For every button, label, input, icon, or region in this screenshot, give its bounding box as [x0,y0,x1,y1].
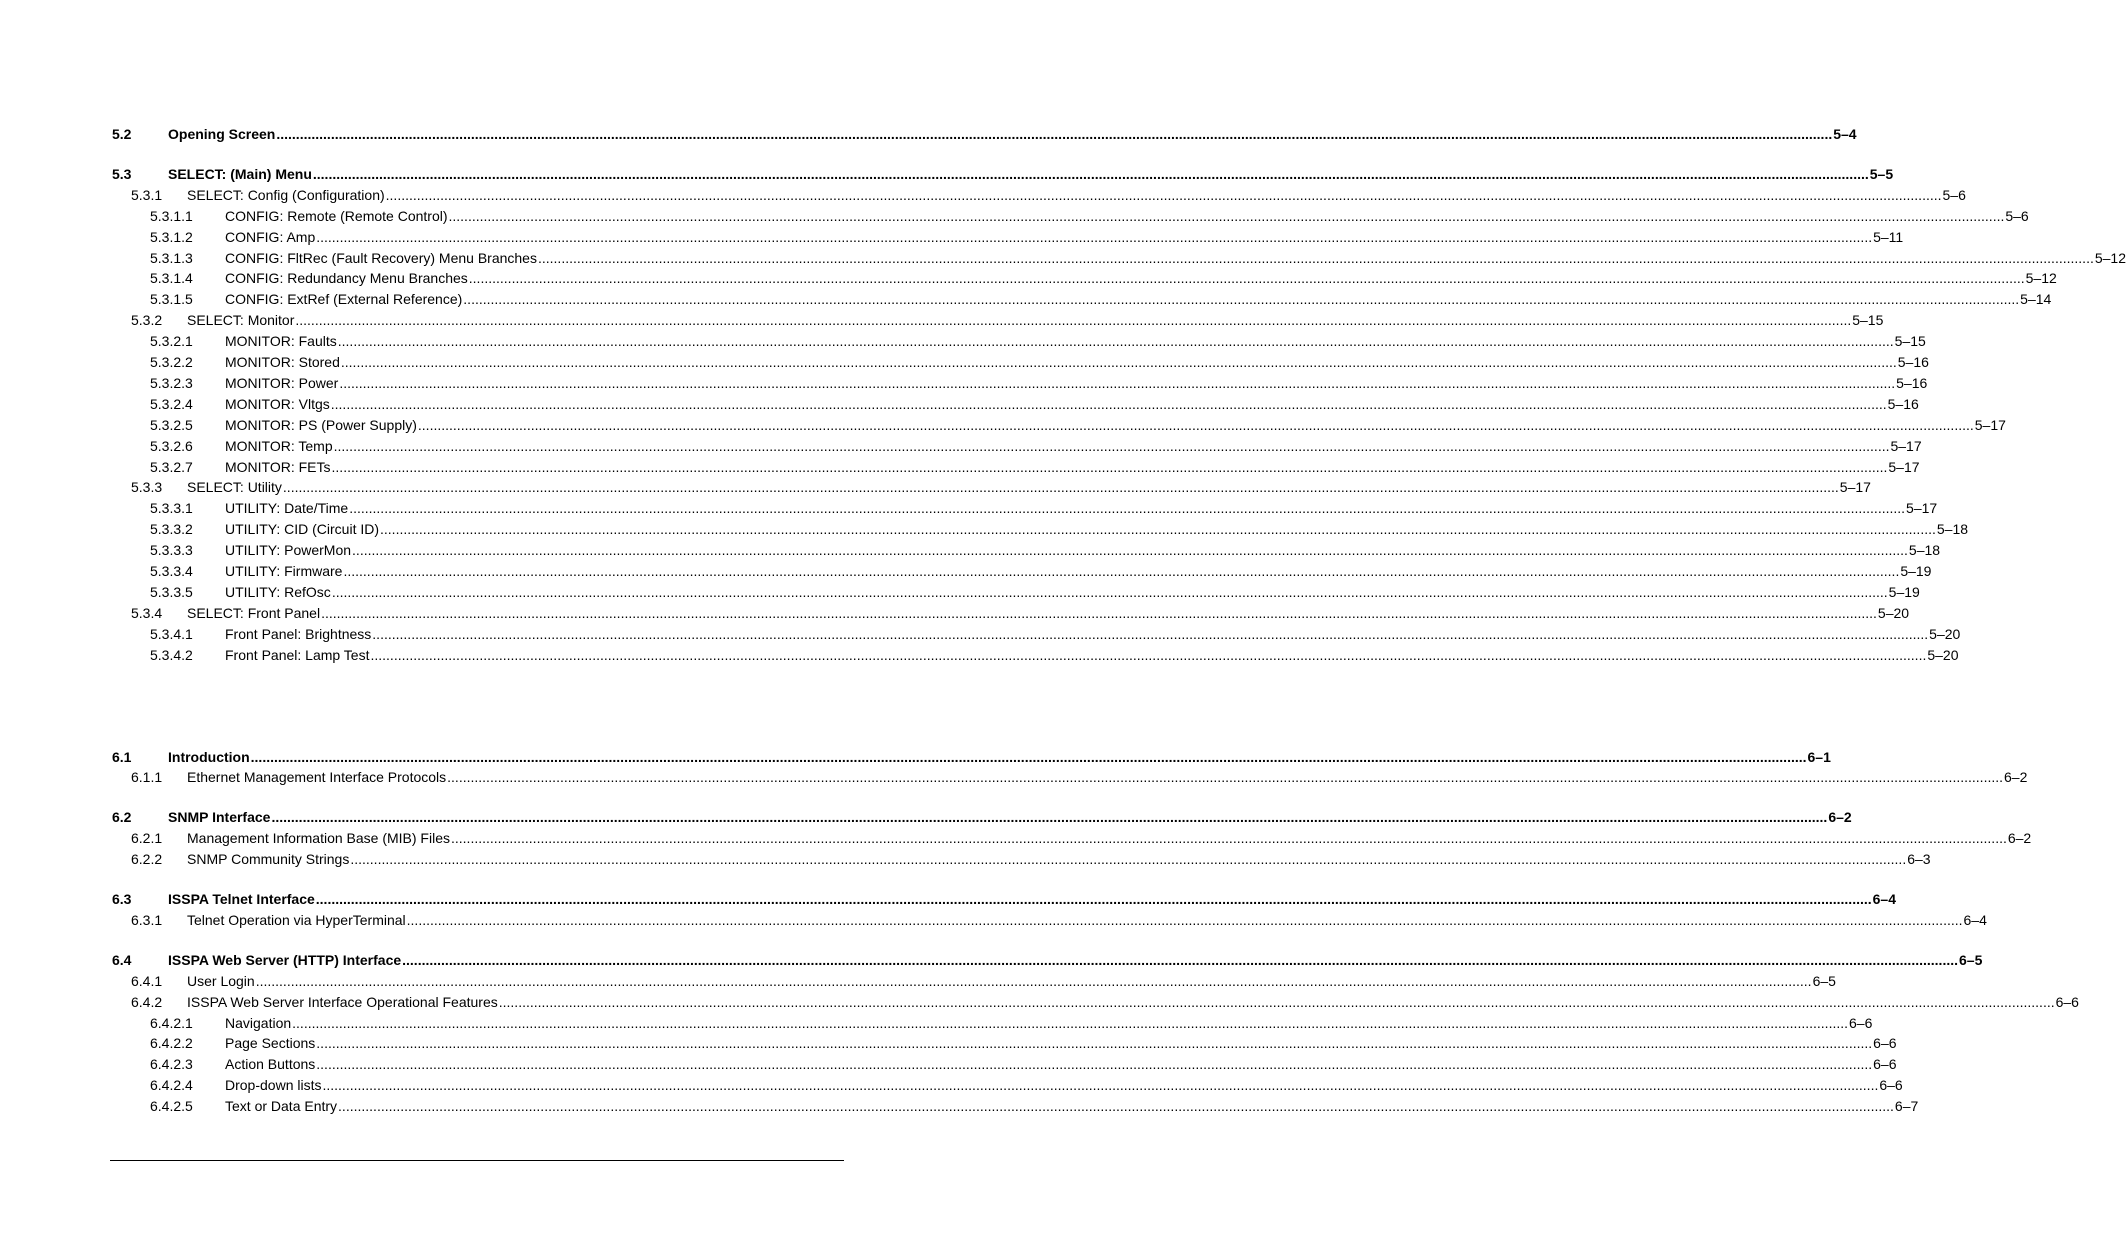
toc-entry-page: 6–6 [1849,1014,1873,1031]
toc-entry-number: 5.3.3.1 [150,500,193,517]
toc-dot-leader: ................................................................................................................................................................................................................................................................................................................................................................................................................ [350,851,1907,868]
toc-dot-leader: ................................................................................................................................................................................................................................................................................................................................................................................................................ [276,126,1833,142]
toc-entry[interactable] [150,415,2006,433]
toc-dot-leader: ................................................................................................................................................................................................................................................................................................................................................................................................................ [468,270,2025,287]
toc-entry-page: 5–17 [1888,458,1920,475]
toc-entry[interactable] [150,561,1932,579]
toc-entry-number: 5.3.1.4 [150,270,193,287]
toc-entry-number: 5.3.2.1 [150,333,193,350]
toc-dot-leader: ................................................................................................................................................................................................................................................................................................................................................................................................................ [312,165,1869,182]
toc-entry-page: 5–6 [2005,207,2029,224]
toc-entry-title: CONFIG: Remote (Remote Control) [225,207,448,224]
toc-entry-number: 5.2 [112,126,132,142]
toc-entry-title: MONITOR: PS (Power Supply) [225,416,417,433]
toc-entry-title: SELECT: Monitor [187,312,295,329]
toc-entry-title: Introduction [168,748,250,765]
toc-entry-page: 5–15 [1894,333,1926,350]
toc-dot-leader: ................................................................................................................................................................................................................................................................................................................................................................................................................ [315,891,1872,907]
toc-dot-leader: ................................................................................................................................................................................................................................................................................................................................................................................................................ [340,354,1897,370]
toc-entry-page: 5–16 [1887,395,1919,412]
toc-entry-title: Front Panel: Brightness [225,625,372,642]
toc-entry-title: UTILITY: CID (Circuit ID) [225,521,380,538]
toc-entry-page: 5–16 [1896,374,1928,391]
toc-entry-number: 6.4.2 [131,993,163,1010]
toc-entry[interactable] [150,373,1928,391]
toc-dot-leader: ................................................................................................................................................................................................................................................................................................................................................................................................................ [463,291,2020,308]
toc-entry-page: 6–5 [1959,951,1983,968]
toc-entry-number: 6.3 [112,891,132,907]
toc-dot-leader: ................................................................................................................................................................................................................................................................................................................................................................................................................ [370,646,1927,663]
toc-entry-title: MONITOR: Power [225,374,339,391]
toc-dot-leader: ................................................................................................................................................................................................................................................................................................................................................................................................................ [339,374,1896,391]
toc-entry-title: MONITOR: Temp [225,437,333,454]
toc-entry-page: 5–17 [1890,437,1922,454]
toc-entry-title: SELECT: Front Panel [187,604,321,621]
toc-entry[interactable] [112,747,1831,765]
toc-dot-leader: ................................................................................................................................................................................................................................................................................................................................................................................................................ [255,972,1812,989]
toc-entry-number: 6.2.1 [131,830,163,847]
toc-dot-leader: ................................................................................................................................................................................................................................................................................................................................................................................................................ [321,604,1877,621]
toc-entry-page: 5–14 [2020,291,2052,308]
toc-entry-page: 5–16 [1897,354,1929,370]
toc-entry-page: 6–6 [1879,1077,1903,1094]
toc-entry-title: MONITOR: Stored [225,354,340,370]
toc-entry-page: 5–20 [1929,625,1961,642]
toc-entry-number: 5.3.1.2 [150,228,193,245]
toc-entry-page: 6–5 [1812,972,1836,989]
toc-entry-number: 6.4.2.3 [150,1056,193,1073]
toc-entry[interactable] [131,910,1987,928]
toc-entry[interactable] [150,331,1926,350]
toc-dot-leader: ................................................................................................................................................................................................................................................................................................................................................................................................................ [498,993,2055,1010]
toc-entry-page: 5–12 [2094,249,2126,266]
toc-dot-leader: ................................................................................................................................................................................................................................................................................................................................................................................................................ [447,769,2004,786]
toc-entry-number: 5.3.2.7 [150,458,193,475]
toc-dot-leader: ................................................................................................................................................................................................................................................................................................................................................................................................................ [380,521,1936,538]
toc-entry-number: 5.3.1.1 [150,207,193,224]
toc-entry-page: 6–2 [2004,769,2028,786]
toc-entry[interactable] [150,624,1961,642]
toc-dot-leader: ................................................................................................................................................................................................................................................................................................................................................................................................................ [250,748,1807,765]
toc-entry-title: Management Information Base (MIB) Files [187,830,450,847]
toc-entry-page: 5–17 [1906,500,1938,517]
toc-entry-title: CONFIG: ExtRef (External Reference) [225,291,463,308]
toc-entry[interactable] [112,950,1983,968]
toc-entry-page: 6–4 [1872,891,1896,907]
toc-dot-leader: ................................................................................................................................................................................................................................................................................................................................................................................................................ [316,1035,1873,1052]
toc-entry-title: Telnet Operation via HyperTerminal [187,911,406,928]
toc-entry-title: ISSPA Web Server (HTTP) Interface [168,951,402,968]
toc-dot-leader: ................................................................................................................................................................................................................................................................................................................................................................................................................ [295,312,1852,329]
toc-dot-leader: ................................................................................................................................................................................................................................................................................................................................................................................................................ [331,583,1888,600]
toc-entry[interactable] [150,436,1922,454]
toc-entry-title: SNMP Interface [168,809,271,826]
toc-entry-number: 5.3.2.3 [150,374,193,391]
toc-entry-title: Text or Data Entry [225,1098,338,1115]
toc-entry-page: 5–19 [1888,583,1920,600]
toc-entry[interactable] [150,1096,1919,1115]
toc-entry-page: 5–4 [1833,126,1857,142]
toc-entry-number: 6.2.2 [131,851,163,868]
toc-entry-title: SELECT: (Main) Menu [168,165,312,182]
toc-entry[interactable] [150,394,1919,412]
toc-entry-page: 5–18 [1936,521,1969,538]
toc-entry[interactable] [131,477,1871,496]
toc-entry-title: Action Buttons [225,1056,316,1073]
toc-entry-page: 5–15 [1852,312,1884,329]
toc-entry-page: 6–2 [2007,830,2032,847]
toc-dot-leader: ................................................................................................................................................................................................................................................................................................................................................................................................................ [448,207,2005,224]
toc-entry-page: 5–6 [1942,186,1966,203]
toc-entry-number: 5.3.2.4 [150,395,193,412]
toc-entry-number: 5.3.4.2 [150,646,193,663]
toc-entry-number: 5.3.3.5 [150,583,193,600]
toc-dot-leader: ................................................................................................................................................................................................................................................................................................................................................................................................................ [385,186,1942,203]
toc-entry-page: 5–17 [1974,416,2006,433]
toc-entry-number: 6.1 [112,748,132,765]
toc-entry-number: 5.3.4 [131,604,163,621]
toc-entry-title: Front Panel: Lamp Test [225,646,370,663]
toc-dot-leader: ................................................................................................................................................................................................................................................................................................................................................................................................................ [417,416,1974,433]
toc-entry[interactable] [150,1075,1903,1094]
toc-dot-leader: ................................................................................................................................................................................................................................................................................................................................................................................................................ [316,1056,1873,1073]
toc-entry[interactable] [112,164,1894,182]
toc-entry[interactable] [131,603,1910,621]
toc-entry-title: UTILITY: Date/Time [225,500,349,517]
toc-dot-leader: ................................................................................................................................................................................................................................................................................................................................................................................................................ [343,563,1900,579]
toc-entry[interactable] [131,828,2032,847]
toc-entry-page: 5–20 [1877,604,1910,621]
toc-entry-title: SNMP Community Strings [187,851,350,868]
toc-entry[interactable] [150,227,1904,245]
toc-entry-title: Drop-down lists [225,1077,322,1094]
toc-entry-title: MONITOR: Faults [225,333,337,350]
toc-entry[interactable] [131,767,2028,786]
toc-dot-leader: ................................................................................................................................................................................................................................................................................................................................................................................................................ [331,458,1888,475]
toc-entry[interactable] [150,1033,1897,1052]
toc-entry-number: 6.4.1 [131,972,163,989]
toc-entry-title: SELECT: Utility [187,479,282,496]
toc-entry-number: 6.4.2.2 [150,1035,193,1052]
toc-entry-title: Page Sections [225,1035,316,1052]
toc-dot-leader: ................................................................................................................................................................................................................................................................................................................................................................................................................ [537,249,2094,266]
toc-entry-number: 6.4.2.1 [150,1014,193,1031]
toc-entry-title: CONFIG: FltRec (Fault Recovery) Menu Branches [225,249,537,266]
toc-dot-leader: ................................................................................................................................................................................................................................................................................................................................................................................................................ [402,951,1958,968]
toc-entry-page: 5–12 [2025,270,2057,287]
toc-entry-page: 6–6 [2055,993,2079,1010]
toc-dot-leader: ................................................................................................................................................................................................................................................................................................................................................................................................................ [337,333,1894,350]
toc-entry-title: Navigation [225,1014,292,1031]
toc-entry[interactable] [150,289,2052,308]
toc-entry[interactable] [150,206,2029,224]
toc-entry-page: 6–4 [1963,911,1987,928]
toc-entry-page: 5–20 [1927,646,1959,663]
toc-entry[interactable] [131,992,2079,1010]
toc-entry[interactable] [112,124,1857,142]
toc-dot-leader: ................................................................................................................................................................................................................................................................................................................................................................................................................ [338,1098,1894,1115]
toc-entry-number: 5.3.1.5 [150,291,193,308]
toc-entry-page: 6–6 [1873,1035,1897,1052]
toc-dot-leader: ................................................................................................................................................................................................................................................................................................................................................................................................................ [333,437,1890,454]
toc-entry-number: 6.3.1 [131,911,163,928]
toc-dot-leader: ................................................................................................................................................................................................................................................................................................................................................................................................................ [372,625,1929,642]
toc-dot-leader: ................................................................................................................................................................................................................................................................................................................................................................................................................ [271,809,1828,826]
toc-entry[interactable] [112,889,1896,907]
toc-dot-leader: ................................................................................................................................................................................................................................................................................................................................................................................................................ [316,228,1873,245]
toc-entry[interactable] [150,457,1920,475]
toc-entry-number: 6.1.1 [131,769,163,786]
toc-entry[interactable] [131,185,1966,203]
toc-entry-title: MONITOR: Vltgs [225,395,330,412]
toc-entry-title: User Login [187,972,255,989]
toc-dot-leader: ................................................................................................................................................................................................................................................................................................................................................................................................................ [292,1014,1849,1031]
toc-entry-title: Ethernet Management Interface Protocols [187,769,447,786]
toc-entry-number: 6.4.2.5 [150,1098,193,1115]
toc-entry-number: 5.3.2.6 [150,437,193,454]
toc-entry[interactable] [131,849,1931,868]
toc-entry[interactable] [150,582,1920,600]
toc-entry-title: ISSPA Web Server Interface Operational Features [187,993,498,1010]
toc-entry[interactable] [150,1054,1897,1073]
toc-entry[interactable] [150,498,1938,517]
toc-entry-page: 5–17 [1839,479,1871,496]
toc-entry-title: CONFIG: Redundancy Menu Branches [225,270,468,287]
toc-entry-page: 6–7 [1894,1098,1919,1115]
toc-entry-page: 5–5 [1869,165,1894,182]
toc-entry-number: 5.3.3.4 [150,563,193,579]
toc-entry-page: 6–1 [1807,748,1831,765]
toc-entry-number: 5.3.3.2 [150,521,193,538]
toc-entry-page: 6–3 [1907,851,1931,868]
toc-entry-page: 5–11 [1873,228,1904,245]
toc-entry-page: 6–2 [1828,809,1852,826]
toc-dot-leader: ................................................................................................................................................................................................................................................................................................................................................................................................................ [349,500,1906,517]
toc-dot-leader: ................................................................................................................................................................................................................................................................................................................................................................................................................ [451,830,2007,847]
toc-entry-number: 6.4 [112,951,132,968]
toc-entry-number: 6.2 [112,809,132,826]
toc-entry[interactable] [131,971,1836,989]
toc-dot-leader: ................................................................................................................................................................................................................................................................................................................................................................................................................ [282,479,1839,496]
toc-entry-number: 5.3.1 [131,186,163,203]
toc-entry[interactable] [150,645,1959,663]
toc-entry-page: 5–19 [1900,563,1932,579]
toc-entry[interactable] [150,519,1969,538]
toc-entry[interactable] [150,248,2126,266]
toc-entry-number: 5.3.1.3 [150,249,193,266]
toc-entry-title: Opening Screen [168,126,276,142]
toc-entry-page: 6–6 [1873,1056,1897,1073]
toc-dot-leader: ................................................................................................................................................................................................................................................................................................................................................................................................................ [406,911,1963,928]
toc-entry[interactable] [150,268,2057,287]
toc-dot-leader: ................................................................................................................................................................................................................................................................................................................................................................................................................ [330,395,1887,412]
toc-entry-number: 5.3.2 [131,312,163,329]
toc-dot-leader: ................................................................................................................................................................................................................................................................................................................................................................................................................ [352,542,1908,559]
toc-dot-leader: ................................................................................................................................................................................................................................................................................................................................................................................................................ [322,1077,1879,1094]
toc-entry-title: UTILITY: RefOsc [225,583,331,600]
toc-entry-number: 5.3.3.3 [150,542,193,559]
toc-entry-title: UTILITY: PowerMon [225,542,352,559]
toc-entry-number: 5.3.4.1 [150,625,193,642]
toc-entry-page: 5–18 [1908,542,1941,559]
toc-entry[interactable] [150,352,1929,370]
toc-entry[interactable] [112,807,1852,826]
toc-entry[interactable] [150,540,1941,559]
toc-entry-number: 5.3 [112,165,132,182]
toc-entry-number: 5.3.2.2 [150,354,193,370]
toc-entry[interactable] [131,310,1884,329]
toc-entry[interactable] [150,1013,1873,1031]
footer-rule [110,1160,844,1161]
toc-entry-title: CONFIG: Amp [225,228,316,245]
toc-entry-title: ISSPA Telnet Interface [168,891,315,907]
toc-entry-number: 5.3.3 [131,479,163,496]
toc-entry-title: SELECT: Config (Configuration) [187,186,385,203]
toc-entry-number: 5.3.2.5 [150,416,193,433]
toc-entry-title: UTILITY: Firmware [225,563,343,579]
toc-entry-number: 6.4.2.4 [150,1077,193,1094]
toc-entry-title: MONITOR: FETs [225,458,331,475]
